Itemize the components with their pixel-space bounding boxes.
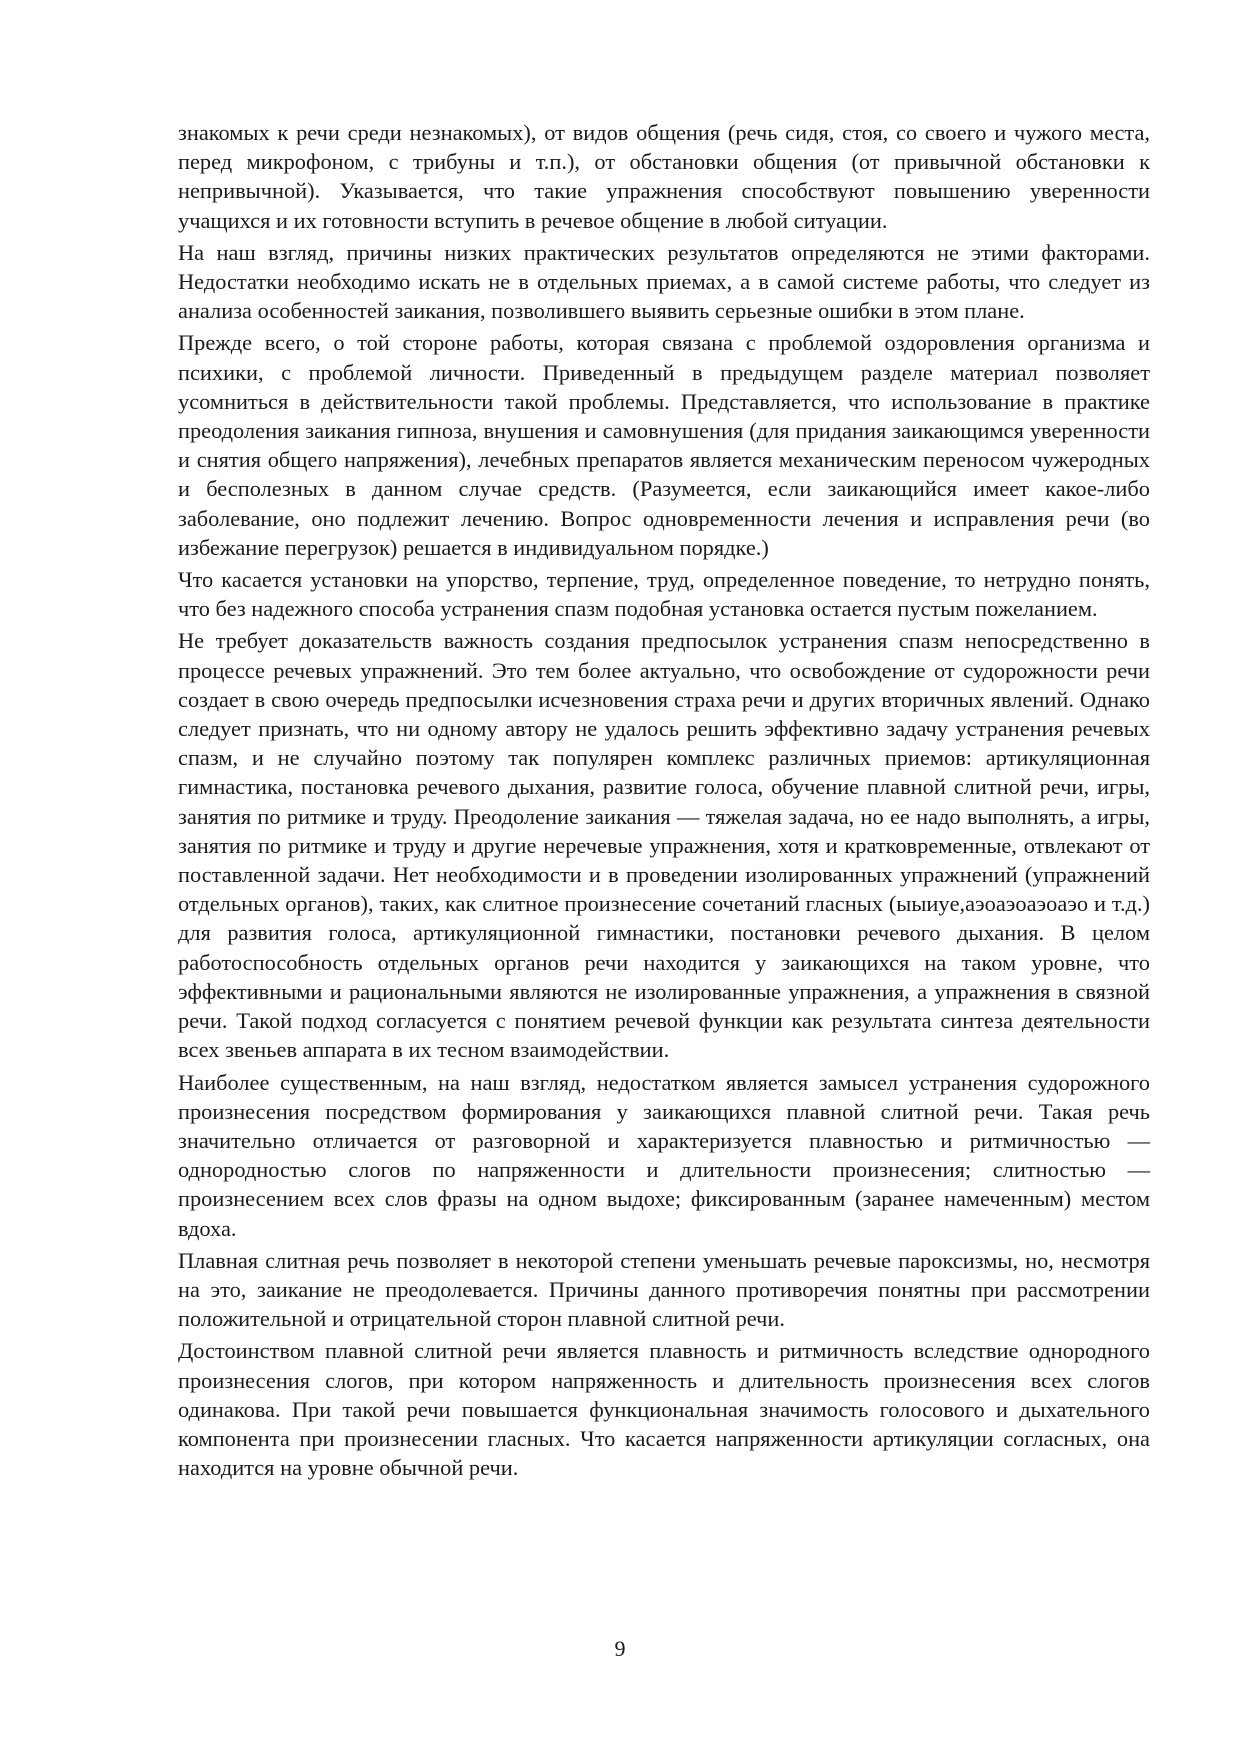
paragraph-6: Наиболее существенным, на наш взгляд, недостатком является замысел устранения судорожного произнесения посредством формирования у заикающихся плавной слитной речи. Такая речь значительно отличается от разговорной и характеризуется плавностью и ритмичностью — однородностью слогов по напряженности и длительности произнесения; слитностью — произнесением всех слов фразы на одном выдохе; фиксированным (заранее намеченным) местом вдоха. xyxy=(178,1069,1150,1241)
paragraph-3: Прежде всего, о той стороне работы, которая связана с проблемой оздоровления организма и психики, с проблемой личности. Приведенный в предыдущем разделе материал позволяет усомниться в действительности такой проблемы. Представляется, что использование в практике преодоления заикания гипноза, внушения и самовнушения (для придания заикающимся уверенности и снятия общего напряжения), лечебных препаратов является механическим переносом чужеродных и бесполезных в данном случае средств. (Разумеется, если заикающийся имеет какое-либо заболевание, оно подлежит лечению. Вопрос одновременности лечения и исправления речи (во избежание перегрузок) решается в индивидуальном порядке.) xyxy=(178,330,1150,560)
paragraph-7: Плавная слитная речь позволяет в некоторой степени уменьшать речевые пароксизмы, но, несмотря на это, заикание не преодолевается. Причины данного противоречия понятны при рассмотрении положительной и отрицательной сторон плавной слитной речи. xyxy=(178,1247,1150,1332)
paragraph-4: Что касается установки на упорство, терпение, труд, определенное поведение, то нетрудно понять, что без надежного способа устранения спазм подобная установка остается пустым пожеланием. xyxy=(178,567,1150,622)
paragraph-2: На наш взгляд, причины низких практических результатов определяются не этими факторами. Недостатки необходимо искать не в отдельных приемах, а в самой системе работы, что следует из анализа особенностей заикания, позволившего выявить серьезные ошибки в этом плане. xyxy=(178,239,1150,324)
paragraph-1: знакомых к речи среди незнакомых), от видов общения (речь сидя, стоя, со своего и чужого места, перед микрофоном, с трибуны и т.п.), от обстановки общения (от привычной обстановки к непривычной). Указывается, что такие упражнения способствуют повышению уверенности учащихся и их готовности вступить в речевое общение в любой ситуации. xyxy=(178,120,1150,233)
document-page xyxy=(178,118,1150,1658)
page-number: 9 xyxy=(614,1636,626,1661)
paragraph-5: Не требует доказательств важность создания предпосылок устранения спазм непосредственно в процессе речевых упражнений. Это тем более актуально, что освобождение от судорожности речи создает в свою очередь предпосылки исчезновения страха речи и других вторичных явлений. Однако следует признать, что ни одному автору не удалось решить эффективно задачу устранения речевых спазм, и не случайно поэтому так популярен комплекс различных приемов: артикуляционная гимнастика, постановка речевого дыхания, развитие голоса, обучение плавной слитной речи, игры, занятия по ритмике и труду. Преодоление заикания — тяжелая задача, но ее надо выполнять, а игры, занятия по ритмике и труду и другие неречевые упражнения, хотя и кратковременные, отвлекают от поставленной задачи. Нет необходимости и в проведении изолированных упражнений (упражнений отдельных органов), таких, как слитное произнесение сочетаний гласных (ыыиye,аэоаэоаэоаэо и т.д.) для развития голоса, артикуляционной гимнастики, постановки речевого дыхания. В целом работоспособность отдельных органов речи находится у заикающихся на таком уровне, что эффективными и рациональными являются не изолированные упражнения, а упражнения в связной речи. Такой подход согласуется с понятием речевой функции как результата синтеза деятельности всех звеньев аппарата в их тесном взаимодействии. xyxy=(178,628,1150,1063)
paragraph-8: Достоинством плавной слитной речи является плавность и ритмичность вследствие однородного произнесения слогов, при котором напряженность и длительность произнесения всех слогов одинакова. При такой речи повышается функциональная значимость голосового и дыхательного компонента при произнесении гласных. Что касается напряженности артикуляции согласных, она находится на уровне обычной речи. xyxy=(178,1338,1150,1481)
